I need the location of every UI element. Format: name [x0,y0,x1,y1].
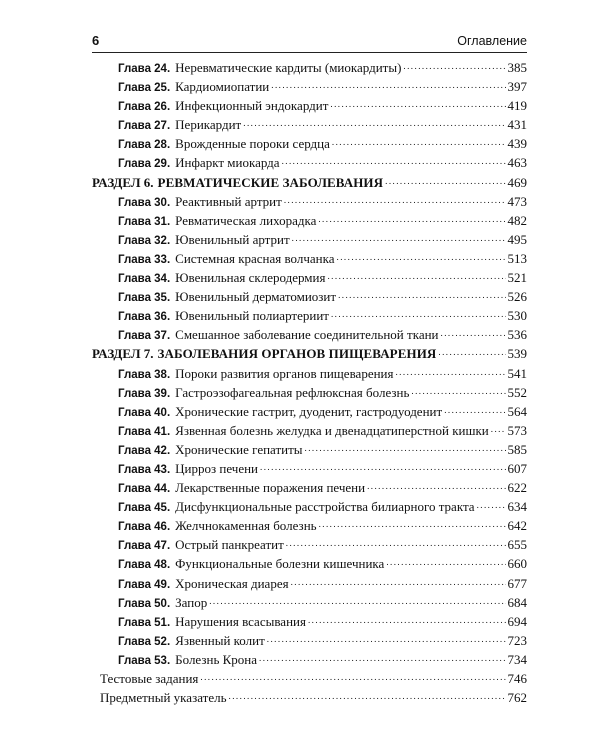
dot-leader [330,93,505,114]
page-ref: 536 [507,327,527,343]
page-ref: 634 [507,499,527,515]
dot-leader [259,647,505,668]
entry-title: Цирроз печени [175,460,259,476]
dot-leader [441,322,506,343]
chapter-label: Глава 27. [118,120,171,133]
entry-title: Язвенная болезнь желудка и двенадцатиперстной кишки [175,422,489,438]
entry-title: Кардиомиопатии [175,79,270,95]
page-ref: 677 [507,575,527,591]
chapter-label: Глава 47. [118,540,171,553]
dot-leader [444,399,505,420]
running-title: Оглавление [457,34,527,48]
entry-title: Хронические гастрит, дуоденит, гастродуоденит [175,403,443,419]
page-ref: 513 [507,250,527,266]
entry-title: Ювенильный артрит [175,231,290,247]
entry-title: Ювенильный дерматомиозит [175,289,337,305]
chapter-label: Глава 40. [118,406,171,419]
dot-leader [491,418,506,439]
page-ref: 463 [507,155,527,171]
page-ref: 622 [507,480,527,496]
chapter-label: Глава 46. [118,521,171,534]
toc-extra-entry[interactable] [92,688,527,707]
dot-leader [286,532,506,553]
chapter-label: Глава 34. [118,273,171,286]
page-ref: 419 [507,98,527,114]
entry-title: Дисфункциональные расстройства билиарного тракта [175,499,475,515]
page-ref: 655 [507,537,527,553]
page-ref: 552 [507,384,527,400]
dot-leader [338,284,505,305]
page-ref: 642 [507,518,527,534]
dot-leader [477,494,506,515]
dot-leader [284,189,506,210]
chapter-label: Глава 45. [118,502,171,515]
chapter-label: Глава 39. [118,387,171,400]
entry-title: Язвенный колит [175,632,265,648]
dot-leader [327,265,505,286]
page-ref: 684 [507,594,527,610]
dot-leader [267,628,506,649]
entry-title: Смешанное заболевание соединительной ткани [175,327,439,343]
dot-leader [282,150,506,171]
dot-leader [403,55,505,76]
entry-title: РЕВМАТИЧЕСКИЕ ЗАБОЛЕВАНИЯ [157,174,384,190]
chapter-label: Глава 51. [118,616,171,629]
page-ref: 734 [507,651,527,667]
page-ref: 564 [507,403,527,419]
entry-title: Функциональные болезни кишечника [175,556,385,572]
chapter-label: Глава 48. [118,559,171,572]
page-ref: 482 [507,212,527,228]
chapter-label: Глава 44. [118,483,171,496]
entry-title: Хронические гепатиты [175,441,303,457]
dot-leader [386,551,505,572]
chapter-label: Глава 50. [118,597,171,610]
entry-title: Реактивный артрит [175,193,282,209]
dot-leader [318,208,505,229]
dot-leader [200,666,505,687]
dot-leader [271,74,505,95]
chapter-label: Глава 41. [118,425,171,438]
page-ref: 541 [507,365,527,381]
page-ref: 469 [507,174,527,190]
table-of-contents [92,58,527,707]
entry-title: Острый панкреатит [175,537,284,553]
chapter-label: Глава 31. [118,215,171,228]
entry-title: Болезнь Крона [175,651,258,667]
page-header [92,32,527,53]
toc-chapter-entry[interactable] [92,402,527,421]
page-ref: 439 [507,136,527,152]
toc-chapter-entry[interactable] [92,478,527,497]
section-label: РАЗДЕЛ 7. [92,346,154,362]
chapter-label: Глава 52. [118,635,171,648]
chapter-label: Глава 35. [118,292,171,305]
chapter-label: Глава 26. [118,101,171,114]
dot-leader [305,437,506,458]
page-ref: 530 [507,308,527,324]
dot-leader [243,112,505,133]
page-ref: 431 [507,117,527,133]
entry-title: Нарушения всасывания [175,613,306,629]
entry-title: Ревматическая лихорадка [175,212,317,228]
dot-leader [291,571,506,592]
entry-title: Гастроэзофагеальная рефлюксная болезнь [175,384,410,400]
dot-leader [319,513,506,534]
dot-leader [411,380,505,401]
chapter-label: Глава 37. [118,330,171,343]
dot-leader [229,685,506,706]
page-ref: 694 [507,613,527,629]
entry-title: ЗАБОЛЕВАНИЯ ОРГАНОВ ПИЩЕВАРЕНИЯ [157,346,437,362]
dot-leader [385,170,505,191]
page-number: 6 [92,33,100,48]
page-ref: 526 [507,289,527,305]
entry-title: Системная красная волчанка [175,250,335,266]
page-ref: 607 [507,460,527,476]
chapter-label: Глава 24. [118,63,171,75]
entry-title: Желчнокаменная болезнь [175,518,317,534]
chapter-label: Глава 29. [118,158,171,171]
page-ref: 385 [507,60,527,75]
entry-title: Лекарственные поражения печени [175,480,366,496]
entry-title: Запор [175,594,208,610]
chapter-label: Глава 30. [118,196,171,209]
chapter-label: Глава 42. [118,444,171,457]
entry-title: Неревматические кардиты (миокардиты) [175,60,402,75]
chapter-label: Глава 49. [118,578,171,591]
dot-leader [332,131,506,152]
dot-leader [292,227,506,248]
chapter-label: Глава 53. [118,654,171,667]
page-ref: 573 [507,422,527,438]
page-ref: 585 [507,441,527,457]
dot-leader [438,341,505,362]
entry-title: Тестовые задания [100,671,199,686]
chapter-label: Глава 32. [118,234,171,247]
entry-title: Инфекционный эндокардит [175,98,329,114]
page-ref: 723 [507,632,527,648]
page-ref: 521 [507,270,527,286]
section-label: РАЗДЕЛ 6. [92,174,154,190]
chapter-label: Глава 25. [118,82,171,95]
page-ref: 397 [507,79,527,95]
dot-leader [337,246,506,267]
dot-leader [395,361,505,382]
dot-leader [331,303,506,324]
chapter-label: Глава 28. [118,139,171,152]
page-ref: 746 [507,671,527,686]
entry-title: Ювенильная склеродермия [175,270,326,286]
page-ref: 660 [507,556,527,572]
entry-title: Инфаркт миокарда [175,155,280,171]
entry-title: Хроническая диарея [175,575,289,591]
entry-title: Предметный указатель [100,690,227,706]
page-ref: 762 [507,690,527,706]
page-ref: 539 [507,346,527,362]
entry-title: Ювенильный полиартериит [175,308,329,324]
entry-title: Врожденные пороки сердца [175,136,330,152]
entry-title: Перикардит [175,117,242,133]
page-ref: 473 [507,193,527,209]
chapter-label: Глава 38. [118,368,171,381]
chapter-label: Глава 36. [118,311,171,324]
dot-leader [209,590,505,611]
chapter-label: Глава 43. [118,463,171,476]
dot-leader [308,609,506,630]
chapter-label: Глава 33. [118,253,171,266]
dot-leader [260,456,505,477]
page-ref: 495 [507,231,527,247]
dot-leader [367,475,505,496]
entry-title: Пороки развития органов пищеварения [175,365,394,381]
